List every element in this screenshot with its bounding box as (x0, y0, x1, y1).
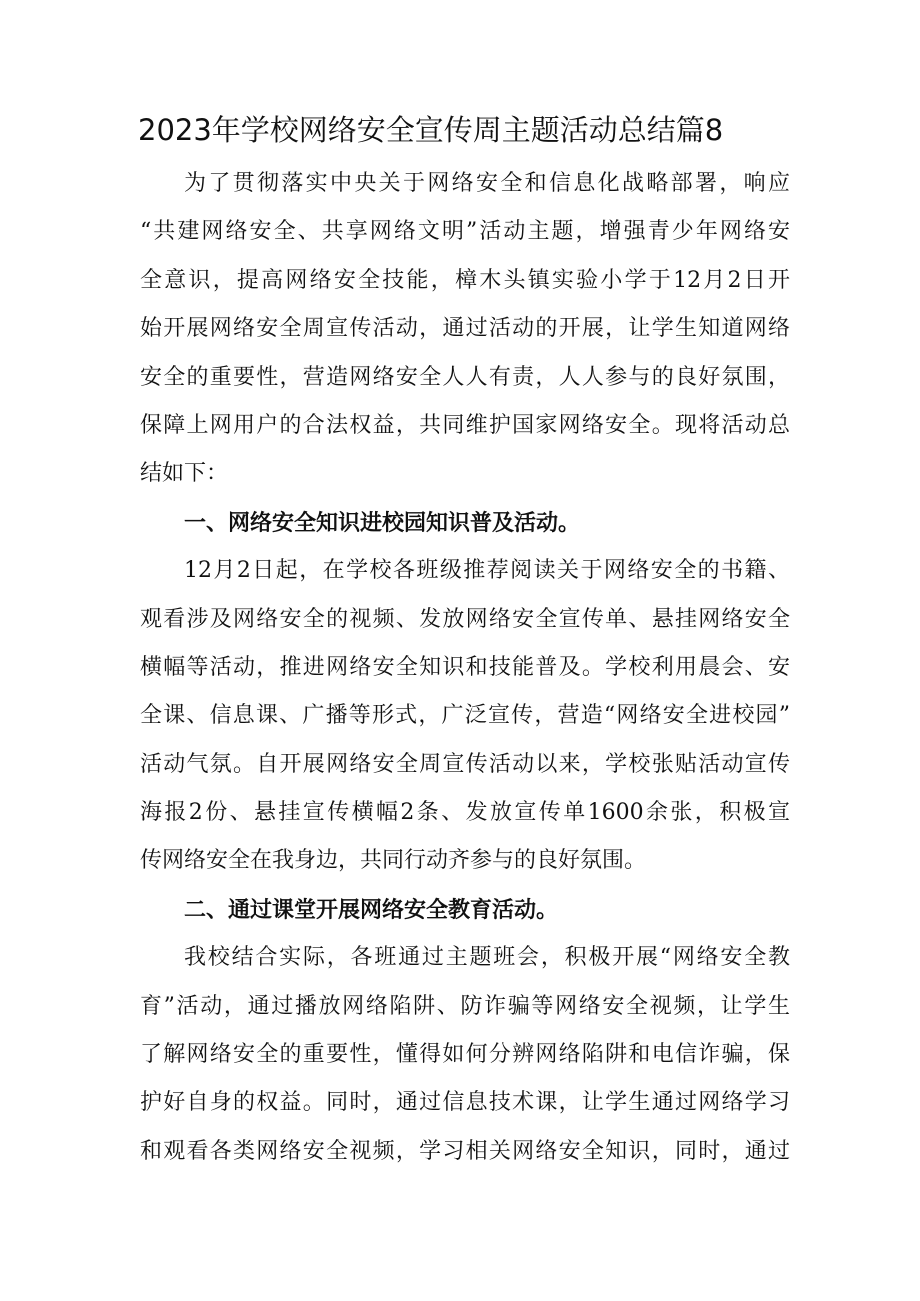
paragraph-line: 传网络安全在我身边，共同行动齐参与的良好氛围。 (140, 848, 647, 874)
document-title: 2023年学校网络安全宣传周主题活动总结篇8 (138, 113, 724, 147)
paragraph-line: 护好自身的权益。同时，通过信息技术课，让学生通过网络学习 (140, 1090, 790, 1116)
paragraph-line: 海报2份、悬挂宣传横幅2条、发放宣传单1600余张，积极宣 (140, 800, 790, 826)
paragraph-line: 为了贯彻落实中央关于网络安全和信息化战略部署，响应 (184, 171, 790, 196)
paragraph-line: 我校结合实际，各班通过主题班会，积极开展“网络安全教 (184, 945, 790, 971)
section-heading: 一、网络安全知识进校园知识普及活动。 (184, 509, 581, 536)
paragraph-line: “共建网络安全、共享网络文明”活动主题，增强青少年网络安 (140, 219, 790, 245)
paragraph-line: 保障上网用户的合法权益，共同维护国家网络安全。现将活动总 (140, 412, 790, 438)
paragraph-line: 结如下： (140, 461, 229, 487)
paragraph-line: 了解网络安全的重要性，懂得如何分辨网络陷阱和电信诈骗，保 (140, 1042, 790, 1068)
paragraph-line: 12月2日起，在学校各班级推荐阅读关于网络安全的书籍、 (184, 558, 790, 584)
paragraph-line: 全意识，提高网络安全技能，樟木头镇实验小学于12月2日开 (140, 267, 790, 293)
paragraph-line: 活动气氛。自开展网络安全周宣传活动以来，学校张贴活动宣传 (140, 751, 790, 777)
paragraph-line: 始开展网络安全周宣传活动，通过活动的开展，让学生知道网络 (140, 316, 790, 342)
document-body (140, 160, 790, 1176)
paragraph-line: 和观看各类网络安全视频，学习相关网络安全知识，同时，通过 (140, 1138, 790, 1164)
paragraph-line: 观看涉及网络安全的视频、发放网络安全宣传单、悬挂网络安全 (140, 606, 790, 632)
paragraph-line: 安全的重要性，营造网络安全人人有责，人人参与的良好氛围， (140, 364, 790, 390)
paragraph-line: 横幅等活动，推进网络安全知识和技能普及。学校利用晨会、安 (140, 654, 790, 680)
paragraph-line: 全课、信息课、广播等形式，广泛宣传，营造“网络安全进校园” (140, 703, 790, 729)
section-heading: 二、通过课堂开展网络安全教育活动。 (184, 896, 559, 923)
paragraph-line: 育”活动，通过播放网络陷阱、防诈骗等网络安全视频，让学生 (140, 993, 790, 1019)
